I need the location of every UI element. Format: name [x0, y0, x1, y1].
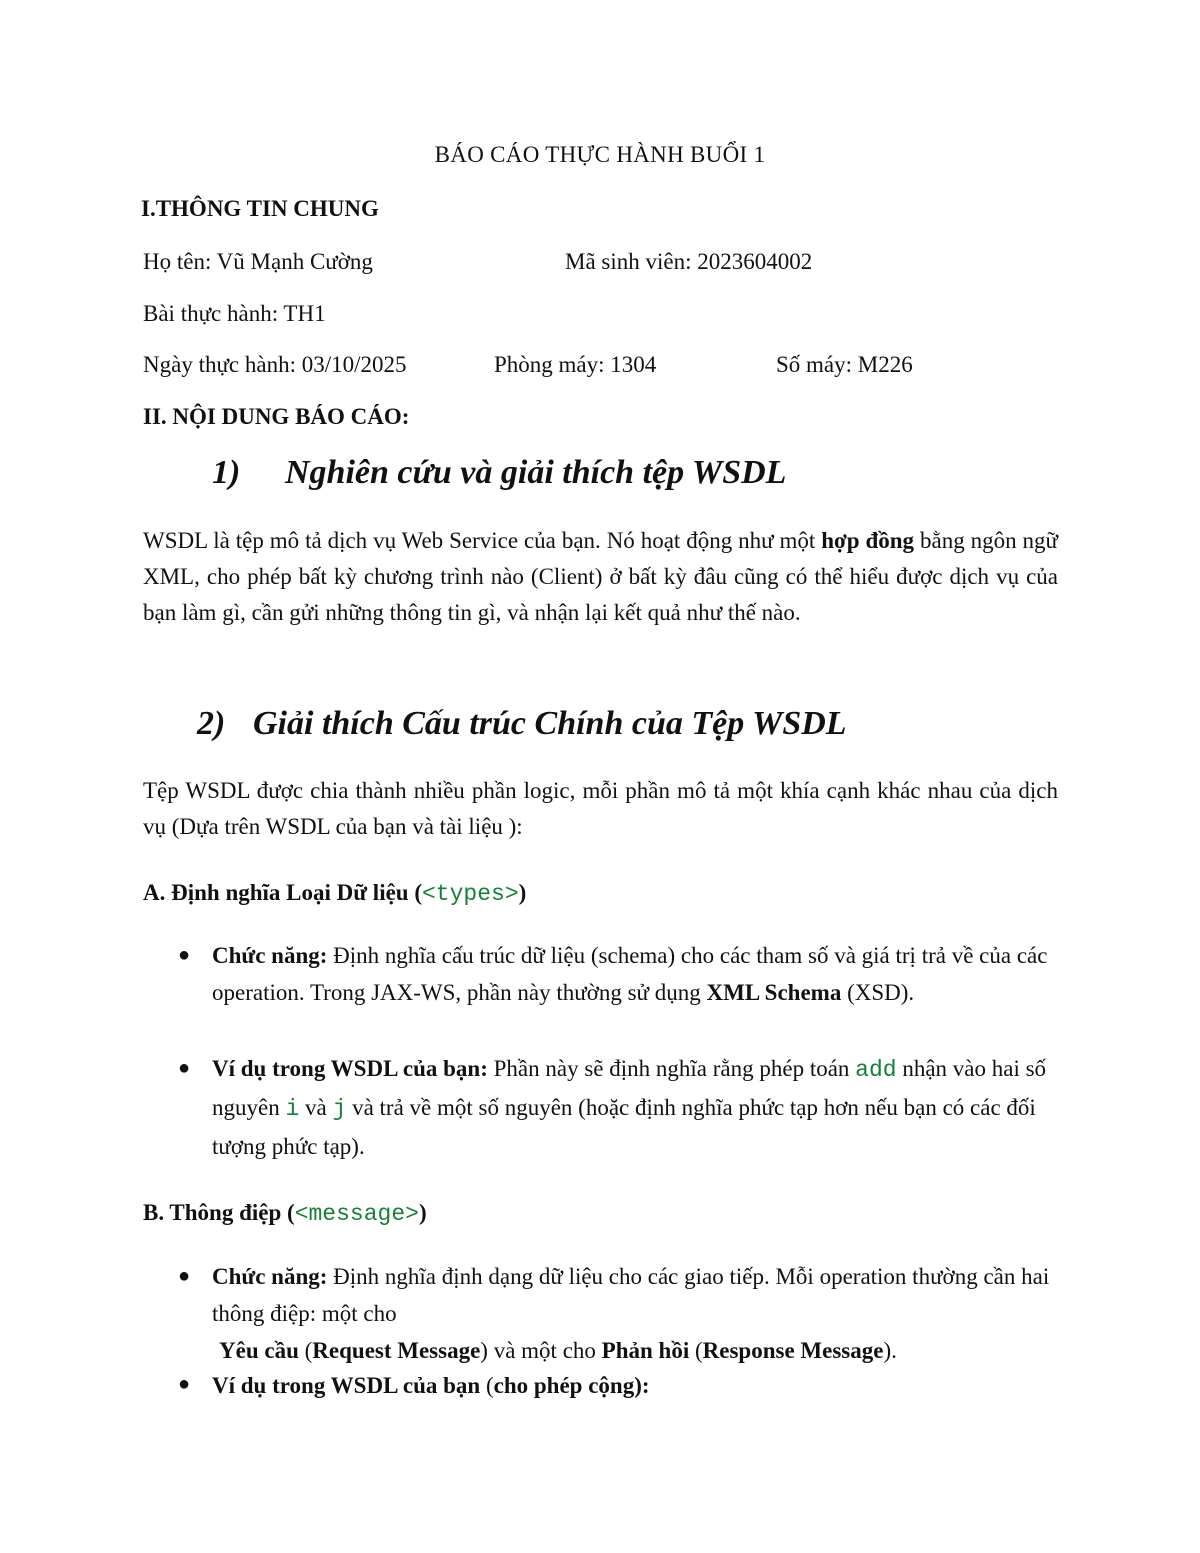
code-add: add [855, 1057, 897, 1083]
heading-2: Giải thích Cấu trúc Chính của Tệp WSDL [253, 705, 847, 742]
types-tag: <types> [422, 881, 519, 907]
document-title: BÁO CÁO THỰC HÀNH BUỔI 1 [434, 142, 766, 167]
student-name: Họ tên: Vũ Mạnh Cường [143, 249, 373, 274]
wsdl-intro-paragraph: WSDL là tệp mô tả dịch vụ Web Service của bạn. Nó hoạt động như một hợp đồng bằng ngôn ngữ XML, cho phép bất kỳ chương trình nào (Client) ở bất kỳ đâu cũng có thể hiểu được dịch vụ của bạn làm gì, cần gửi những thông tin gì, và nhận lại kết quả như thế nào. [143, 528, 1058, 625]
lab-name: Bài thực hành: TH1 [143, 301, 326, 326]
section-a-bullet-example: Ví dụ trong WSDL của bạn: Phần này sẽ định nghĩa rằng phép toán add nhận vào hai số nguyên i và j và trả về một số nguyên (hoặc định nghĩa phức tạp hơn nếu bạn có các đối tượng phức tạp). [212, 1056, 1047, 1159]
section-b-bullet-function: Chức năng: Định nghĩa định dạng dữ liệu cho các giao tiếp. Mỗi operation thường cần hai thông điệp: một cho Yêu cầu (Request Message) và một cho Phản hồi (Response Message). [212, 1264, 1050, 1363]
structure-intro-paragraph: Tệp WSDL được chia thành nhiều phần logic, mỗi phần mô tả một khía cạnh khác nhau của dịch vụ (Dựa trên WSDL của bạn và tài liệu ): [143, 778, 1058, 839]
heading-1-number: 1) [212, 454, 241, 491]
bullet-icon: ● [178, 1265, 191, 1287]
section-b-title: B. Thông điệp (<message>) [143, 1200, 427, 1227]
message-tag: <message> [294, 1201, 419, 1227]
bullet-icon: ● [178, 1057, 191, 1079]
lab-machine: Số máy: M226 [776, 352, 913, 377]
lab-room: Phòng máy: 1304 [494, 352, 657, 377]
contract-term: hợp đồng [821, 528, 915, 553]
bullet-icon: ● [178, 1373, 191, 1395]
code-i: i [285, 1096, 300, 1122]
section-report-content: II. NỘI DUNG BÁO CÁO: [143, 404, 410, 429]
section-a-title: A. Định nghĩa Loại Dữ liệu (<types>) [143, 880, 527, 907]
lab-date: Ngày thực hành: 03/10/2025 [143, 352, 407, 377]
heading-2-number: 2) [197, 705, 226, 742]
bullet-icon: ● [178, 944, 191, 966]
section-a-bullet-function: Chức năng: Định nghĩa cấu trúc dữ liệu (schema) cho các tham số và giá trị trả về của các operation. Trong JAX-WS, phần này thường sử dụng XML Schema (XSD). [212, 943, 1048, 1005]
section-b-bullet-example: Ví dụ trong WSDL của bạn (cho phép cộng): [212, 1373, 650, 1398]
section-general-info: I.THÔNG TIN CHUNG [141, 196, 379, 221]
heading-1: Nghiên cứu và giải thích tệp WSDL [285, 454, 787, 491]
student-id: Mã sinh viên: 2023604002 [565, 249, 813, 274]
code-j: j [332, 1096, 347, 1122]
